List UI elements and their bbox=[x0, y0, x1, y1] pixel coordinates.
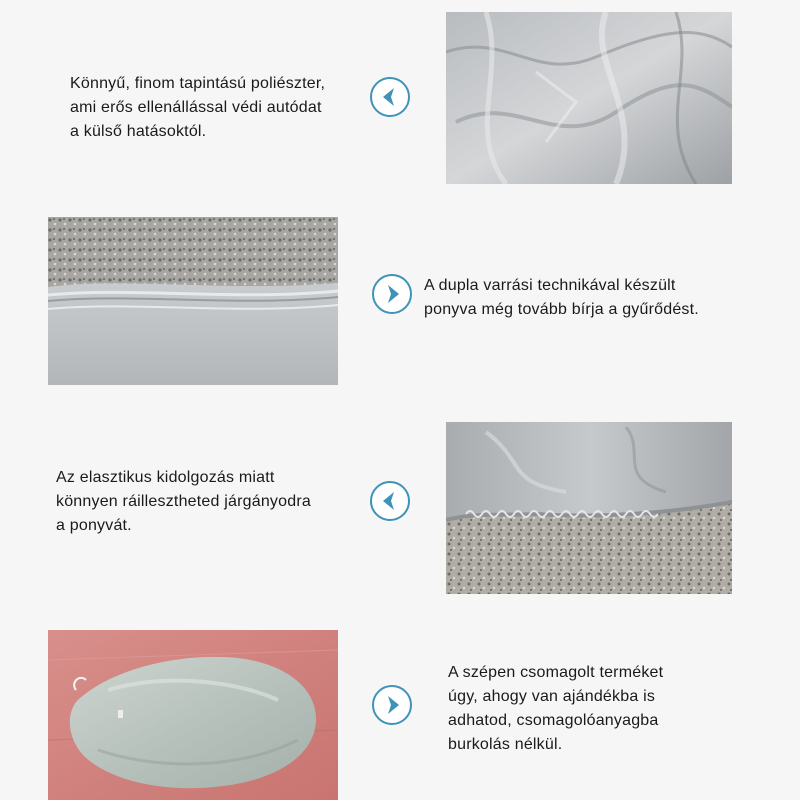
feature-4-description bbox=[448, 661, 663, 757]
packaged-cover-bag-photo bbox=[48, 630, 338, 800]
chevron-right-icon bbox=[372, 274, 412, 314]
feature-2-line-2: ponyva még tovább bírja a gyűrődést. bbox=[424, 301, 699, 318]
feature-1-line-2: ami erős ellenállással védi autódat bbox=[70, 99, 322, 116]
feature-2-description bbox=[424, 274, 699, 322]
feature-1-description bbox=[70, 72, 325, 144]
feature-3-line-3: a ponyvát. bbox=[56, 517, 132, 534]
wrinkled-polyester-fabric-photo bbox=[446, 12, 732, 184]
feature-1-line-1: Könnyű, finom tapintású poliészter, bbox=[70, 75, 326, 92]
feature-4-line-4: burkolás nélkül. bbox=[448, 736, 563, 753]
elastic-hem-on-gravel-photo bbox=[446, 422, 732, 594]
feature-4-line-1: A szépen csomagolt terméket bbox=[448, 664, 664, 681]
chevron-left-icon bbox=[370, 77, 410, 117]
feature-3-line-1: Az elasztikus kidolgozás miatt bbox=[56, 469, 275, 486]
feature-1-line-3: a külső hatásoktól. bbox=[70, 123, 207, 140]
chevron-left-icon bbox=[370, 481, 410, 521]
double-stitched-seam-photo bbox=[48, 217, 338, 385]
chevron-right-icon bbox=[372, 685, 412, 725]
feature-2-line-1: A dupla varrási technikával készült bbox=[424, 277, 676, 294]
feature-3-description bbox=[56, 466, 311, 538]
feature-3-line-2: könnyen ráillesztheted járgányodra bbox=[56, 493, 311, 510]
feature-4-line-2: úgy, ahogy van ajándékba is bbox=[448, 688, 656, 705]
feature-4-line-3: adhatod, csomagolóanyagba bbox=[448, 712, 659, 729]
